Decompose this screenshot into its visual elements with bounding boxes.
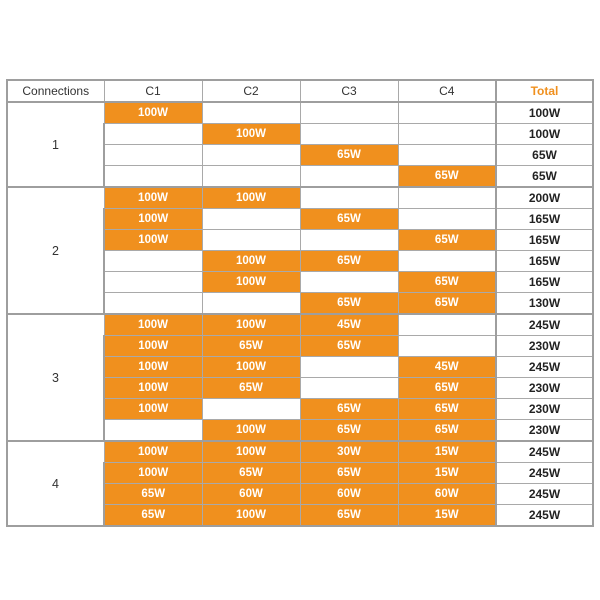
port-c2-cell — [202, 209, 300, 230]
total-cell: 100W — [496, 124, 593, 145]
port-c3-cell: 65W — [300, 145, 398, 166]
port-c1-cell — [104, 145, 202, 166]
port-c2-cell: 65W — [202, 336, 300, 357]
port-c3-cell: 65W — [300, 463, 398, 484]
port-c2-cell: 100W — [202, 441, 300, 463]
port-c1-cell: 100W — [104, 187, 202, 209]
port-c1-cell: 100W — [104, 378, 202, 399]
port-c2-cell: 100W — [202, 420, 300, 442]
port-c1-cell: 100W — [104, 230, 202, 251]
connections-count: 1 — [7, 102, 104, 187]
port-c3-cell: 45W — [300, 314, 398, 336]
port-c4-cell: 65W — [398, 399, 496, 420]
port-c3-cell: 65W — [300, 420, 398, 442]
connections-count: 3 — [7, 314, 104, 441]
port-c2-cell — [202, 145, 300, 166]
table-row — [7, 102, 593, 124]
port-c1-cell: 100W — [104, 441, 202, 463]
port-c2-cell — [202, 230, 300, 251]
port-c4-cell: 65W — [398, 230, 496, 251]
port-c1-cell — [104, 272, 202, 293]
port-c2-cell — [202, 102, 300, 124]
total-cell: 245W — [496, 505, 593, 527]
port-c1-cell: 65W — [104, 505, 202, 527]
port-c3-cell — [300, 124, 398, 145]
port-c4-cell: 45W — [398, 357, 496, 378]
port-c4-cell: 60W — [398, 484, 496, 505]
port-c3-cell — [300, 187, 398, 209]
port-c2-cell: 100W — [202, 187, 300, 209]
header-c2: C2 — [202, 80, 300, 102]
port-c3-cell — [300, 166, 398, 188]
port-c3-cell: 65W — [300, 209, 398, 230]
power-distribution-table — [6, 79, 594, 527]
port-c3-cell: 60W — [300, 484, 398, 505]
header-row — [7, 80, 593, 102]
port-c3-cell: 65W — [300, 293, 398, 315]
total-cell: 65W — [496, 166, 593, 188]
port-c2-cell — [202, 399, 300, 420]
header-c3: C3 — [300, 80, 398, 102]
port-c2-cell: 100W — [202, 505, 300, 527]
port-c2-cell: 60W — [202, 484, 300, 505]
port-c3-cell: 65W — [300, 251, 398, 272]
port-c3-cell — [300, 272, 398, 293]
total-cell: 245W — [496, 314, 593, 336]
port-c1-cell — [104, 420, 202, 442]
total-cell: 230W — [496, 336, 593, 357]
port-c1-cell: 100W — [104, 463, 202, 484]
port-c1-cell: 100W — [104, 336, 202, 357]
table-row — [7, 441, 593, 463]
port-c1-cell: 100W — [104, 314, 202, 336]
port-c1-cell: 100W — [104, 357, 202, 378]
port-c2-cell: 100W — [202, 314, 300, 336]
total-cell: 230W — [496, 378, 593, 399]
port-c1-cell — [104, 293, 202, 315]
port-c4-cell: 65W — [398, 420, 496, 442]
total-cell: 245W — [496, 357, 593, 378]
header-total: Total — [496, 80, 593, 102]
header-c1: C1 — [104, 80, 202, 102]
port-c3-cell: 65W — [300, 336, 398, 357]
port-c3-cell — [300, 378, 398, 399]
port-c4-cell: 15W — [398, 505, 496, 527]
total-cell: 245W — [496, 441, 593, 463]
port-c1-cell — [104, 166, 202, 188]
total-cell: 245W — [496, 463, 593, 484]
table-body — [7, 102, 593, 526]
port-c1-cell — [104, 251, 202, 272]
connections-count: 4 — [7, 441, 104, 526]
port-c4-cell — [398, 251, 496, 272]
port-c4-cell: 65W — [398, 378, 496, 399]
port-c1-cell: 100W — [104, 399, 202, 420]
total-cell: 230W — [496, 420, 593, 442]
total-cell: 165W — [496, 272, 593, 293]
port-c2-cell: 65W — [202, 378, 300, 399]
total-cell: 65W — [496, 145, 593, 166]
port-c4-cell: 65W — [398, 166, 496, 188]
port-c4-cell — [398, 314, 496, 336]
port-c1-cell: 100W — [104, 102, 202, 124]
connections-count: 2 — [7, 187, 104, 314]
header-connections: Connections — [7, 80, 104, 102]
port-c3-cell — [300, 230, 398, 251]
port-c1-cell: 65W — [104, 484, 202, 505]
table-row — [7, 314, 593, 336]
port-c3-cell — [300, 357, 398, 378]
port-c2-cell: 100W — [202, 124, 300, 145]
port-c2-cell — [202, 166, 300, 188]
port-c1-cell — [104, 124, 202, 145]
port-c3-cell: 30W — [300, 441, 398, 463]
port-c2-cell: 100W — [202, 357, 300, 378]
header-c4: C4 — [398, 80, 496, 102]
port-c3-cell — [300, 102, 398, 124]
port-c4-cell: 15W — [398, 441, 496, 463]
total-cell: 165W — [496, 251, 593, 272]
port-c2-cell: 100W — [202, 251, 300, 272]
port-c4-cell — [398, 102, 496, 124]
port-c2-cell: 100W — [202, 272, 300, 293]
total-cell: 245W — [496, 484, 593, 505]
port-c4-cell: 65W — [398, 272, 496, 293]
port-c4-cell — [398, 145, 496, 166]
port-c2-cell: 65W — [202, 463, 300, 484]
total-cell: 200W — [496, 187, 593, 209]
port-c4-cell — [398, 209, 496, 230]
port-c4-cell — [398, 124, 496, 145]
port-c1-cell: 100W — [104, 209, 202, 230]
port-c4-cell — [398, 187, 496, 209]
table-row — [7, 187, 593, 209]
port-c4-cell — [398, 336, 496, 357]
port-c2-cell — [202, 293, 300, 315]
total-cell: 165W — [496, 209, 593, 230]
port-c4-cell: 15W — [398, 463, 496, 484]
total-cell: 230W — [496, 399, 593, 420]
port-c3-cell: 65W — [300, 399, 398, 420]
port-c4-cell: 65W — [398, 293, 496, 315]
port-c3-cell: 65W — [300, 505, 398, 527]
total-cell: 130W — [496, 293, 593, 315]
total-cell: 100W — [496, 102, 593, 124]
total-cell: 165W — [496, 230, 593, 251]
